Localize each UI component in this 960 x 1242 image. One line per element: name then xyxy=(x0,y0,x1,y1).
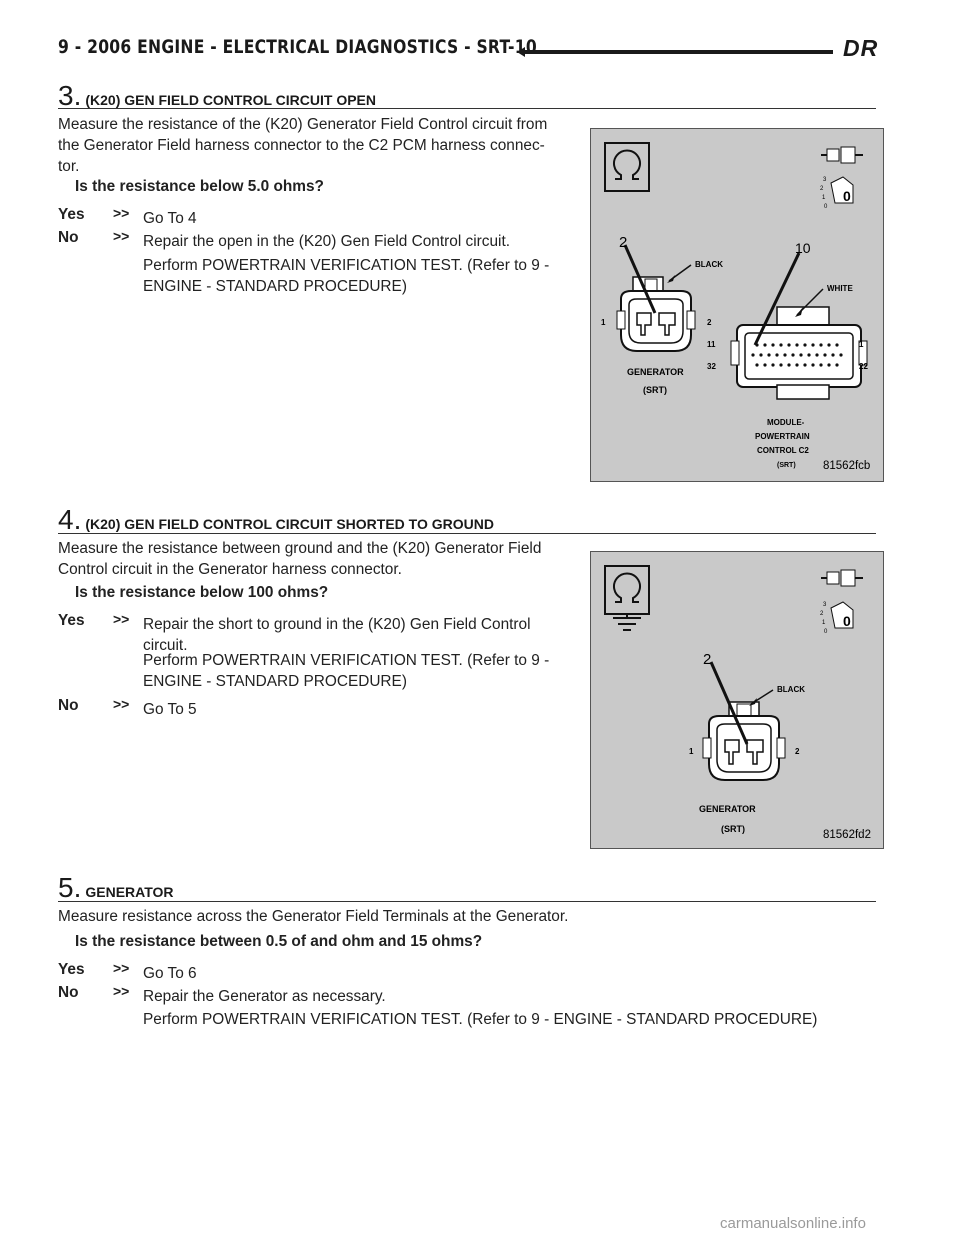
step-title: GENERATOR xyxy=(85,884,174,900)
probe-icon xyxy=(827,572,839,584)
srt-label: (SRT) xyxy=(721,824,745,834)
svg-text:2: 2 xyxy=(820,611,824,617)
step-4-yes-arrow: >> xyxy=(113,611,130,627)
wire-color-white: WHITE xyxy=(827,284,853,293)
svg-text:1: 1 xyxy=(822,620,826,626)
module-label: MODULE- xyxy=(767,418,805,427)
ground-icon xyxy=(613,614,641,630)
generator-label: GENERATOR xyxy=(699,804,756,814)
pin-label: 22 xyxy=(859,362,868,371)
pin-label: 2 xyxy=(795,747,800,756)
step-3-no-verification: Perform POWERTRAIN VERIFICATION TEST. (Refer to 9 - ENGINE - STANDARD PROCEDURE) xyxy=(143,257,550,295)
header-rule xyxy=(525,50,833,54)
step-rule xyxy=(58,108,876,109)
step-4-yes-label: Yes xyxy=(58,612,85,629)
step-3-no-label: No xyxy=(58,229,79,246)
pin-label: 10 xyxy=(795,240,811,256)
step-4-no-arrow: >> xyxy=(113,696,130,712)
meter-digit: 0 xyxy=(843,188,851,204)
step-5-yes-arrow: >> xyxy=(113,960,130,976)
step-3-yes-action: Go To 4 xyxy=(143,210,197,227)
pcm-c2-connector-icon xyxy=(731,307,867,399)
svg-text:0: 0 xyxy=(824,629,828,635)
probe-icon xyxy=(827,149,839,161)
step-5-no-arrow: >> xyxy=(113,983,130,999)
step-3-no-arrow: >> xyxy=(113,228,130,244)
step-5-yes-action: Go To 6 xyxy=(143,965,197,982)
step-5-yes-label: Yes xyxy=(58,961,85,978)
step-rule xyxy=(58,533,876,534)
pin-label: 2 xyxy=(703,651,712,668)
pin-label: 1 xyxy=(689,747,694,756)
srt-label: (SRT) xyxy=(777,462,796,469)
generator-connector-icon xyxy=(703,702,785,780)
step-3-yes-label: Yes xyxy=(58,206,85,223)
header-model-code: DR xyxy=(843,35,879,61)
step-5-question: Is the resistance between 0.5 of and ohm and 15 ohms? xyxy=(75,933,483,950)
step-4-no-label: No xyxy=(58,697,79,714)
step-4-yes-action: Repair the short to ground in the (K20) Gen Field Control circuit. xyxy=(143,616,531,654)
wire-color-black: BLACK xyxy=(695,260,723,269)
ohm-icon xyxy=(614,573,640,602)
pin-label: 2 xyxy=(707,318,712,327)
step-4-no-action: Go To 5 xyxy=(143,701,197,718)
pin-label: 32 xyxy=(707,362,716,371)
pin-label: 1 xyxy=(859,340,864,349)
module-label: POWERTRAIN xyxy=(755,432,810,441)
figure-code: 81562fd2 xyxy=(823,829,871,841)
meter-digit: 0 xyxy=(843,613,851,629)
svg-text:2: 2 xyxy=(820,186,824,192)
watermark: carmanualsonline.info xyxy=(720,1215,866,1232)
pin-label: 1 xyxy=(601,318,606,327)
step-rule xyxy=(58,901,876,902)
wire-color-black: BLACK xyxy=(777,685,805,694)
step-5-no-label: No xyxy=(58,984,79,1001)
connector-illustration xyxy=(591,129,883,481)
svg-text:0: 0 xyxy=(824,204,828,210)
step-5-no-verification: Perform POWERTRAIN VERIFICATION TEST. (Refer to 9 - ENGINE - STANDARD PROCEDURE) xyxy=(143,1011,818,1028)
step-3-yes-arrow: >> xyxy=(113,205,130,221)
pin-label: 11 xyxy=(707,340,716,349)
step-3-question: Is the resistance below 5.0 ohms? xyxy=(75,178,324,195)
step-number: 5. xyxy=(58,872,82,903)
step-3-instruction: Measure the resistance of the (K20) Generator Field Control circuit from the Generator Field harness connector to the C2 PCM harness connec- tor. xyxy=(58,116,548,175)
step-5-instruction: Measure resistance across the Generator Field Terminals at the Generator. xyxy=(58,908,569,925)
step-4-question: Is the resistance below 100 ohms? xyxy=(75,584,329,601)
figure-code: 81562fcb xyxy=(823,460,871,472)
step-4-yes-verification: Perform POWERTRAIN VERIFICATION TEST. (Refer to 9 - ENGINE - STANDARD PROCEDURE) xyxy=(143,652,550,690)
figure-pcm-connector-diagram xyxy=(590,128,884,482)
step-5-no-action: Repair the Generator as necessary. xyxy=(143,988,386,1005)
svg-text:1: 1 xyxy=(822,195,826,201)
step-title: (K20) GEN FIELD CONTROL CIRCUIT OPEN xyxy=(85,92,377,108)
svg-text:3: 3 xyxy=(823,602,827,608)
generator-label: GENERATOR xyxy=(627,367,684,377)
step-5-heading xyxy=(58,872,174,904)
ohm-icon xyxy=(614,150,640,179)
srt-label: (SRT) xyxy=(643,385,667,395)
figure-generator-connector-diagram xyxy=(590,551,884,849)
module-label: CONTROL C2 xyxy=(757,446,809,455)
pin-label: 2 xyxy=(619,234,628,251)
step-number: 3. xyxy=(58,80,82,111)
generator-illustration xyxy=(591,552,883,848)
step-4-instruction: Measure the resistance between ground and the (K20) Generator Field Control circuit in the Generator harness connector. xyxy=(58,540,542,578)
step-number: 4. xyxy=(58,504,82,535)
page-header-title: 9 - 2006 ENGINE - ELECTRICAL DIAGNOSTICS - SRT-10 xyxy=(58,36,537,58)
step-title: (K20) GEN FIELD CONTROL CIRCUIT SHORTED TO GROUND xyxy=(85,516,494,532)
step-4-heading xyxy=(58,504,494,536)
step-3-no-action: Repair the open in the (K20) Gen Field Control circuit. xyxy=(143,233,510,250)
generator-connector-icon xyxy=(617,277,695,351)
svg-text:3: 3 xyxy=(823,177,827,183)
